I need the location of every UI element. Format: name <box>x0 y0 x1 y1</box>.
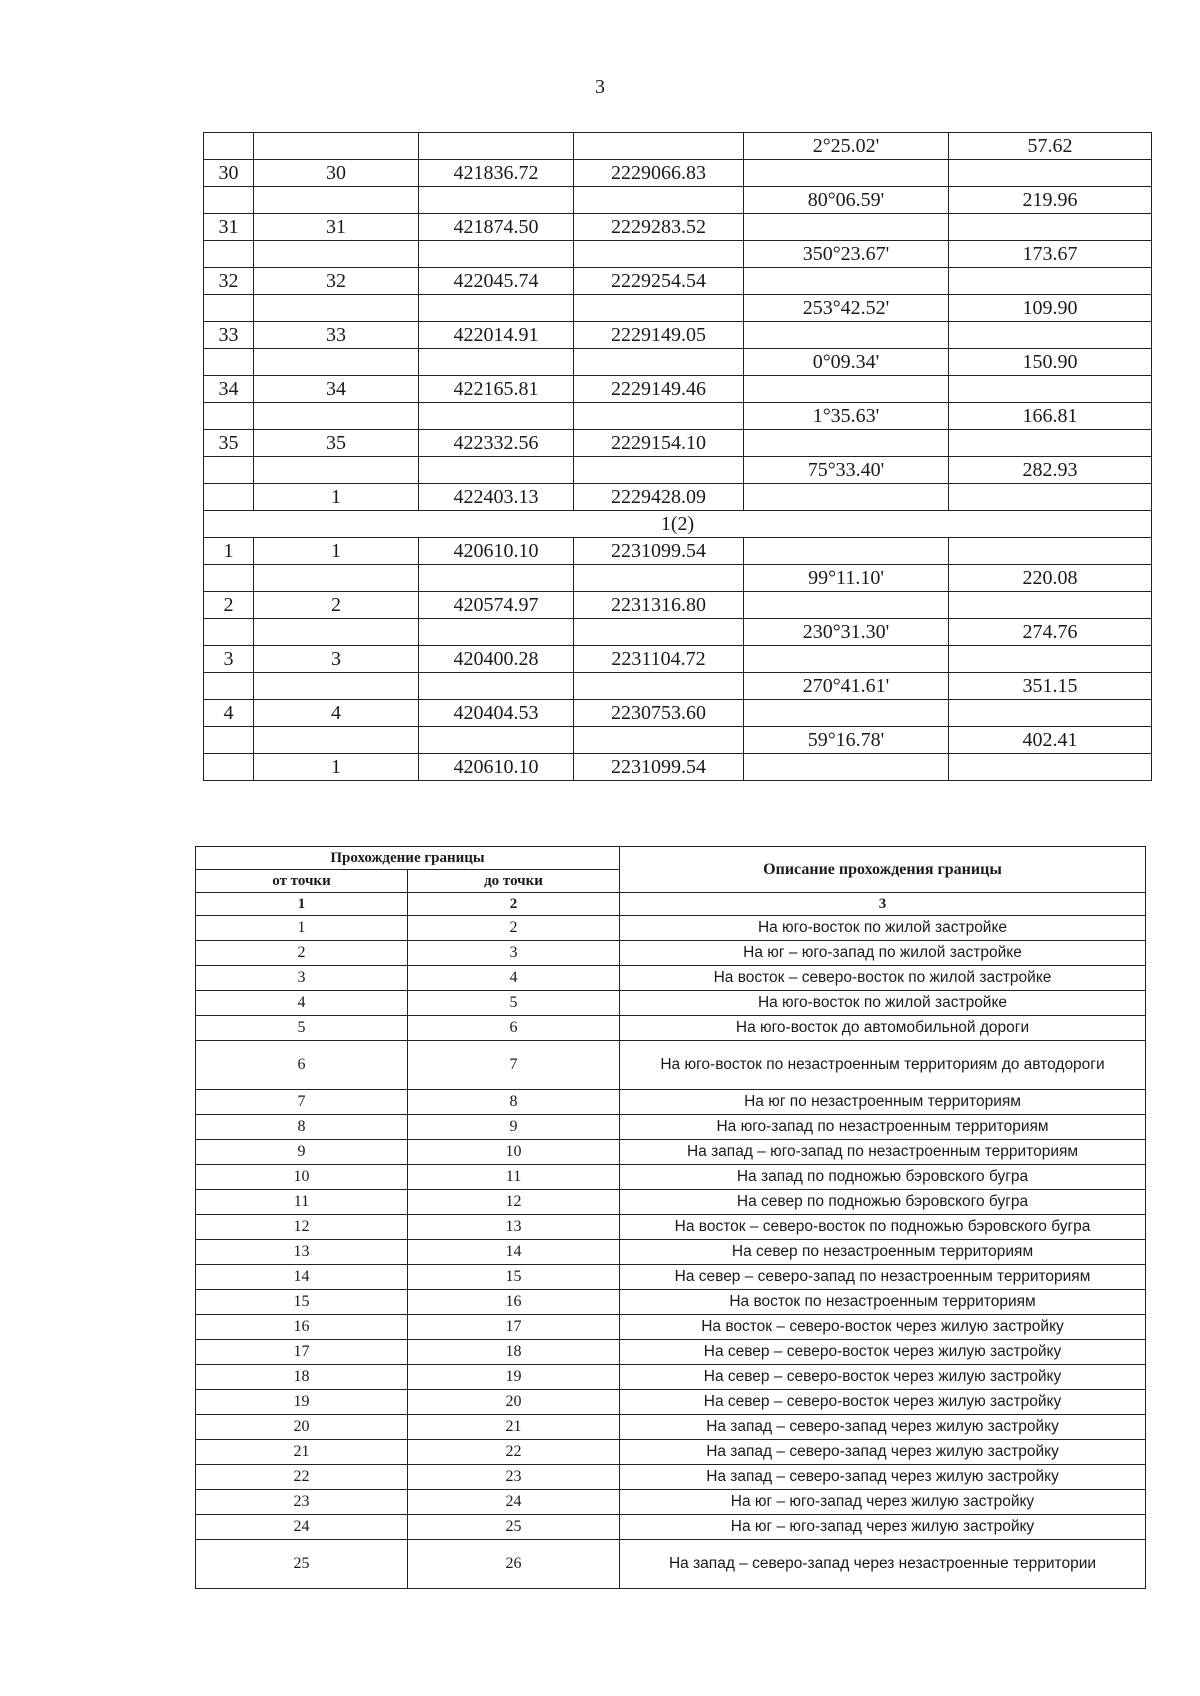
from-point: 25 <box>196 1540 408 1589</box>
empty-cell <box>744 754 949 781</box>
to-point: 22 <box>408 1440 620 1465</box>
to-point: 19 <box>408 1365 620 1390</box>
empty-cell <box>744 592 949 619</box>
coordinate-y: 2229149.46 <box>574 376 744 403</box>
to-point: 23 <box>408 1465 620 1490</box>
to-point: 24 <box>408 1490 620 1515</box>
direction-angle: 0°09.34' <box>744 349 949 376</box>
segment-length: 57.62 <box>949 133 1152 160</box>
to-point: 18 <box>408 1340 620 1365</box>
point-number: 1 <box>254 538 419 565</box>
empty-cell <box>204 349 254 376</box>
table-row <box>196 1465 1146 1490</box>
empty-cell <box>744 484 949 511</box>
coordinate-x: 422165.81 <box>419 376 574 403</box>
segment-row <box>204 187 1152 214</box>
empty-cell <box>574 133 744 160</box>
from-point: 3 <box>196 966 408 991</box>
row-number <box>204 754 254 781</box>
from-point: 9 <box>196 1140 408 1165</box>
boundary-description: На запад по подножью бэровского бугра <box>620 1165 1146 1190</box>
from-point: 14 <box>196 1265 408 1290</box>
to-point: 11 <box>408 1165 620 1190</box>
table-row <box>196 916 1146 941</box>
empty-cell <box>949 700 1152 727</box>
table-row <box>196 991 1146 1016</box>
boundary-description: На север – северо-восток через жилую застройку <box>620 1365 1146 1390</box>
from-point: 12 <box>196 1215 408 1240</box>
boundary-description: На север – северо-запад по незастроенным территориям <box>620 1265 1146 1290</box>
to-point: 8 <box>408 1090 620 1115</box>
empty-cell <box>419 403 574 430</box>
coordinate-x: 421836.72 <box>419 160 574 187</box>
table-row <box>196 1540 1146 1589</box>
from-point: 13 <box>196 1240 408 1265</box>
segment-row <box>204 619 1152 646</box>
segment-row <box>204 727 1152 754</box>
empty-cell <box>254 133 419 160</box>
coordinate-y: 2229283.52 <box>574 214 744 241</box>
boundary-description: На юго-запад по незастроенным территориям <box>620 1115 1146 1140</box>
segment-row <box>204 457 1152 484</box>
to-point: 2 <box>408 916 620 941</box>
coordinate-y: 2229066.83 <box>574 160 744 187</box>
point-row <box>204 592 1152 619</box>
empty-cell <box>254 619 419 646</box>
point-row <box>204 646 1152 673</box>
segment-length: 274.76 <box>949 619 1152 646</box>
to-point: 3 <box>408 941 620 966</box>
coordinate-y: 2231104.72 <box>574 646 744 673</box>
to-point: 4 <box>408 966 620 991</box>
point-number: 4 <box>254 700 419 727</box>
coordinate-x: 420400.28 <box>419 646 574 673</box>
point-number: 1 <box>254 484 419 511</box>
empty-cell <box>419 565 574 592</box>
from-point: 6 <box>196 1041 408 1090</box>
segment-length: 166.81 <box>949 403 1152 430</box>
segment-row <box>204 565 1152 592</box>
coordinate-y: 2231099.54 <box>574 538 744 565</box>
empty-cell <box>744 376 949 403</box>
segment-length: 219.96 <box>949 187 1152 214</box>
to-point: 10 <box>408 1140 620 1165</box>
to-point: 12 <box>408 1190 620 1215</box>
header-description: Описание прохождения границы <box>620 847 1146 893</box>
point-number: 35 <box>254 430 419 457</box>
boundary-description: На восток – северо-восток по жилой застройке <box>620 966 1146 991</box>
boundary-description: На юг – юго-запад по жилой застройке <box>620 941 1146 966</box>
segment-row <box>204 349 1152 376</box>
table-row <box>196 1365 1146 1390</box>
empty-cell <box>254 349 419 376</box>
empty-cell <box>204 565 254 592</box>
from-point: 4 <box>196 991 408 1016</box>
coordinate-x: 422014.91 <box>419 322 574 349</box>
coordinate-x: 421874.50 <box>419 214 574 241</box>
empty-cell <box>949 430 1152 457</box>
from-point: 2 <box>196 941 408 966</box>
to-point: 26 <box>408 1540 620 1589</box>
table-row <box>196 1215 1146 1240</box>
empty-cell <box>949 214 1152 241</box>
direction-angle: 99°11.10' <box>744 565 949 592</box>
segment-row <box>204 133 1152 160</box>
point-row <box>204 538 1152 565</box>
segment-row <box>204 295 1152 322</box>
point-row <box>204 484 1152 511</box>
empty-cell <box>204 619 254 646</box>
row-number: 2 <box>204 592 254 619</box>
from-point: 5 <box>196 1016 408 1041</box>
empty-cell <box>949 160 1152 187</box>
coordinate-y: 2229149.05 <box>574 322 744 349</box>
from-point: 1 <box>196 916 408 941</box>
direction-angle: 350°23.67' <box>744 241 949 268</box>
coordinate-y: 2230753.60 <box>574 700 744 727</box>
empty-cell <box>949 754 1152 781</box>
boundary-description: На запад – северо-запад через жилую застройку <box>620 1415 1146 1440</box>
empty-cell <box>419 133 574 160</box>
table-row <box>196 1190 1146 1215</box>
to-point: 15 <box>408 1265 620 1290</box>
empty-cell <box>949 484 1152 511</box>
empty-cell <box>204 241 254 268</box>
segment-length: 282.93 <box>949 457 1152 484</box>
empty-cell <box>419 349 574 376</box>
coordinate-x: 420404.53 <box>419 700 574 727</box>
row-number: 3 <box>204 646 254 673</box>
segment-row <box>204 673 1152 700</box>
coordinate-x: 420574.97 <box>419 592 574 619</box>
to-point: 20 <box>408 1390 620 1415</box>
point-row <box>204 376 1152 403</box>
empty-cell <box>419 673 574 700</box>
boundary-description-table <box>195 846 1146 1589</box>
point-row <box>204 160 1152 187</box>
from-point: 18 <box>196 1365 408 1390</box>
empty-cell <box>254 457 419 484</box>
table-row <box>196 1440 1146 1465</box>
header-from-point: от точки <box>196 870 408 893</box>
empty-cell <box>949 268 1152 295</box>
to-point: 9 <box>408 1115 620 1140</box>
segment-length: 351.15 <box>949 673 1152 700</box>
direction-angle: 59°16.78' <box>744 727 949 754</box>
to-point: 14 <box>408 1240 620 1265</box>
empty-cell <box>574 403 744 430</box>
segment-length: 173.67 <box>949 241 1152 268</box>
coordinate-y: 2231099.54 <box>574 754 744 781</box>
segment-length: 150.90 <box>949 349 1152 376</box>
table-row <box>196 1390 1146 1415</box>
empty-cell <box>254 673 419 700</box>
direction-angle: 270°41.61' <box>744 673 949 700</box>
from-point: 20 <box>196 1415 408 1440</box>
empty-cell <box>744 646 949 673</box>
page-number: 3 <box>595 76 605 98</box>
to-point: 16 <box>408 1290 620 1315</box>
point-row <box>204 214 1152 241</box>
direction-angle: 75°33.40' <box>744 457 949 484</box>
table-row <box>196 1340 1146 1365</box>
point-row <box>204 430 1152 457</box>
table-row <box>196 941 1146 966</box>
coordinate-x: 422403.13 <box>419 484 574 511</box>
from-point: 17 <box>196 1340 408 1365</box>
point-row <box>204 268 1152 295</box>
empty-cell <box>744 322 949 349</box>
boundary-description: На север по подножью бэровского бугра <box>620 1190 1146 1215</box>
coordinates-table <box>203 132 1152 781</box>
boundary-description: На юго-восток до автомобильной дороги <box>620 1016 1146 1041</box>
empty-cell <box>574 727 744 754</box>
row-number: 4 <box>204 700 254 727</box>
table-row <box>196 1041 1146 1090</box>
point-row <box>204 700 1152 727</box>
empty-cell <box>744 160 949 187</box>
row-number: 30 <box>204 160 254 187</box>
empty-cell <box>254 403 419 430</box>
row-number: 34 <box>204 376 254 403</box>
empty-cell <box>419 619 574 646</box>
coordinate-x: 420610.10 <box>419 538 574 565</box>
point-number: 34 <box>254 376 419 403</box>
empty-cell <box>744 268 949 295</box>
table-row <box>196 1415 1146 1440</box>
boundary-description: На юго-восток по жилой застройке <box>620 916 1146 941</box>
row-number: 32 <box>204 268 254 295</box>
boundary-description: На юго-восток по жилой застройке <box>620 991 1146 1016</box>
table-row <box>196 1515 1146 1540</box>
empty-cell <box>419 187 574 214</box>
header-boundary-passage: Прохождение границы <box>196 847 620 870</box>
table-row <box>196 1490 1146 1515</box>
from-point: 11 <box>196 1190 408 1215</box>
row-number: 1 <box>204 538 254 565</box>
empty-cell <box>574 565 744 592</box>
table-row <box>196 1140 1146 1165</box>
coordinate-x: 422045.74 <box>419 268 574 295</box>
boundary-description: На запад – юго-запад по незастроенным территориям <box>620 1140 1146 1165</box>
table-row <box>196 1315 1146 1340</box>
row-number: 31 <box>204 214 254 241</box>
column-number-2: 2 <box>408 893 620 916</box>
empty-cell <box>204 673 254 700</box>
point-row <box>204 322 1152 349</box>
column-number-1: 1 <box>196 893 408 916</box>
empty-cell <box>574 619 744 646</box>
direction-angle: 230°31.30' <box>744 619 949 646</box>
empty-cell <box>744 214 949 241</box>
header-to-point: до точки <box>408 870 620 893</box>
empty-cell <box>574 295 744 322</box>
boundary-description: На юг по незастроенным территориям <box>620 1090 1146 1115</box>
empty-cell <box>254 727 419 754</box>
boundary-description: На юг – юго-запад через жилую застройку <box>620 1515 1146 1540</box>
coordinate-x: 422332.56 <box>419 430 574 457</box>
to-point: 21 <box>408 1415 620 1440</box>
to-point: 7 <box>408 1041 620 1090</box>
from-point: 8 <box>196 1115 408 1140</box>
from-point: 21 <box>196 1440 408 1465</box>
from-point: 22 <box>196 1465 408 1490</box>
row-number: 33 <box>204 322 254 349</box>
empty-cell <box>204 187 254 214</box>
boundary-description: На север – северо-восток через жилую застройку <box>620 1340 1146 1365</box>
coordinate-x: 420610.10 <box>419 754 574 781</box>
segment-length: 402.41 <box>949 727 1152 754</box>
point-number: 33 <box>254 322 419 349</box>
point-row <box>204 754 1152 781</box>
empty-cell <box>419 241 574 268</box>
table-row <box>196 1240 1146 1265</box>
empty-cell <box>574 241 744 268</box>
table-row <box>196 1090 1146 1115</box>
empty-cell <box>574 673 744 700</box>
to-point: 17 <box>408 1315 620 1340</box>
coordinate-y: 2229154.10 <box>574 430 744 457</box>
boundary-description: На север – северо-восток через жилую застройку <box>620 1390 1146 1415</box>
boundary-description: На юго-восток по незастроенным территориям до автодороги <box>620 1041 1146 1090</box>
empty-cell <box>254 295 419 322</box>
table-row <box>196 1115 1146 1140</box>
empty-cell <box>949 592 1152 619</box>
table-row <box>196 1290 1146 1315</box>
from-point: 7 <box>196 1090 408 1115</box>
empty-cell <box>204 727 254 754</box>
empty-cell <box>419 727 574 754</box>
segment-row <box>204 241 1152 268</box>
empty-cell <box>254 187 419 214</box>
point-number: 31 <box>254 214 419 241</box>
empty-cell <box>744 538 949 565</box>
from-point: 16 <box>196 1315 408 1340</box>
empty-cell <box>949 646 1152 673</box>
boundary-description: На восток – северо-восток по подножью бэровского бугра <box>620 1215 1146 1240</box>
point-number: 30 <box>254 160 419 187</box>
empty-cell <box>204 133 254 160</box>
boundary-description: На восток по незастроенным территориям <box>620 1290 1146 1315</box>
point-number: 32 <box>254 268 419 295</box>
table-row <box>196 1165 1146 1190</box>
empty-cell <box>744 700 949 727</box>
point-number: 3 <box>254 646 419 673</box>
empty-cell <box>204 403 254 430</box>
empty-cell <box>419 295 574 322</box>
table-row <box>196 966 1146 991</box>
coordinate-y: 2229254.54 <box>574 268 744 295</box>
to-point: 25 <box>408 1515 620 1540</box>
from-point: 15 <box>196 1290 408 1315</box>
coordinate-y: 2229428.09 <box>574 484 744 511</box>
boundary-description: На юг – юго-запад через жилую застройку <box>620 1490 1146 1515</box>
point-number: 1 <box>254 754 419 781</box>
from-point: 10 <box>196 1165 408 1190</box>
to-point: 5 <box>408 991 620 1016</box>
to-point: 13 <box>408 1215 620 1240</box>
row-number <box>204 484 254 511</box>
empty-cell <box>744 430 949 457</box>
direction-angle: 253°42.52' <box>744 295 949 322</box>
boundary-description: На запад – северо-запад через жилую застройку <box>620 1465 1146 1490</box>
segment-length: 220.08 <box>949 565 1152 592</box>
column-number-3: 3 <box>620 893 1146 916</box>
segment-length: 109.90 <box>949 295 1152 322</box>
from-point: 19 <box>196 1390 408 1415</box>
to-point: 6 <box>408 1016 620 1041</box>
direction-angle: 2°25.02' <box>744 133 949 160</box>
empty-cell <box>204 457 254 484</box>
boundary-description: На восток – северо-восток через жилую застройку <box>620 1315 1146 1340</box>
from-point: 23 <box>196 1490 408 1515</box>
empty-cell <box>254 565 419 592</box>
boundary-description: На запад – северо-запад через незастроенные территории <box>620 1540 1146 1589</box>
table-row <box>196 1265 1146 1290</box>
empty-cell <box>254 241 419 268</box>
direction-angle: 80°06.59' <box>744 187 949 214</box>
empty-cell <box>949 538 1152 565</box>
section-label: 1(2) <box>204 511 1152 538</box>
empty-cell <box>949 322 1152 349</box>
direction-angle: 1°35.63' <box>744 403 949 430</box>
boundary-description: На север по незастроенным территориям <box>620 1240 1146 1265</box>
table-row <box>196 1016 1146 1041</box>
segment-row <box>204 403 1152 430</box>
coordinate-y: 2231316.80 <box>574 592 744 619</box>
section-row <box>204 511 1152 538</box>
row-number: 35 <box>204 430 254 457</box>
empty-cell <box>574 187 744 214</box>
empty-cell <box>949 376 1152 403</box>
empty-cell <box>419 457 574 484</box>
empty-cell <box>574 349 744 376</box>
boundary-description: На запад – северо-запад через жилую застройку <box>620 1440 1146 1465</box>
empty-cell <box>574 457 744 484</box>
point-number: 2 <box>254 592 419 619</box>
from-point: 24 <box>196 1515 408 1540</box>
empty-cell <box>204 295 254 322</box>
